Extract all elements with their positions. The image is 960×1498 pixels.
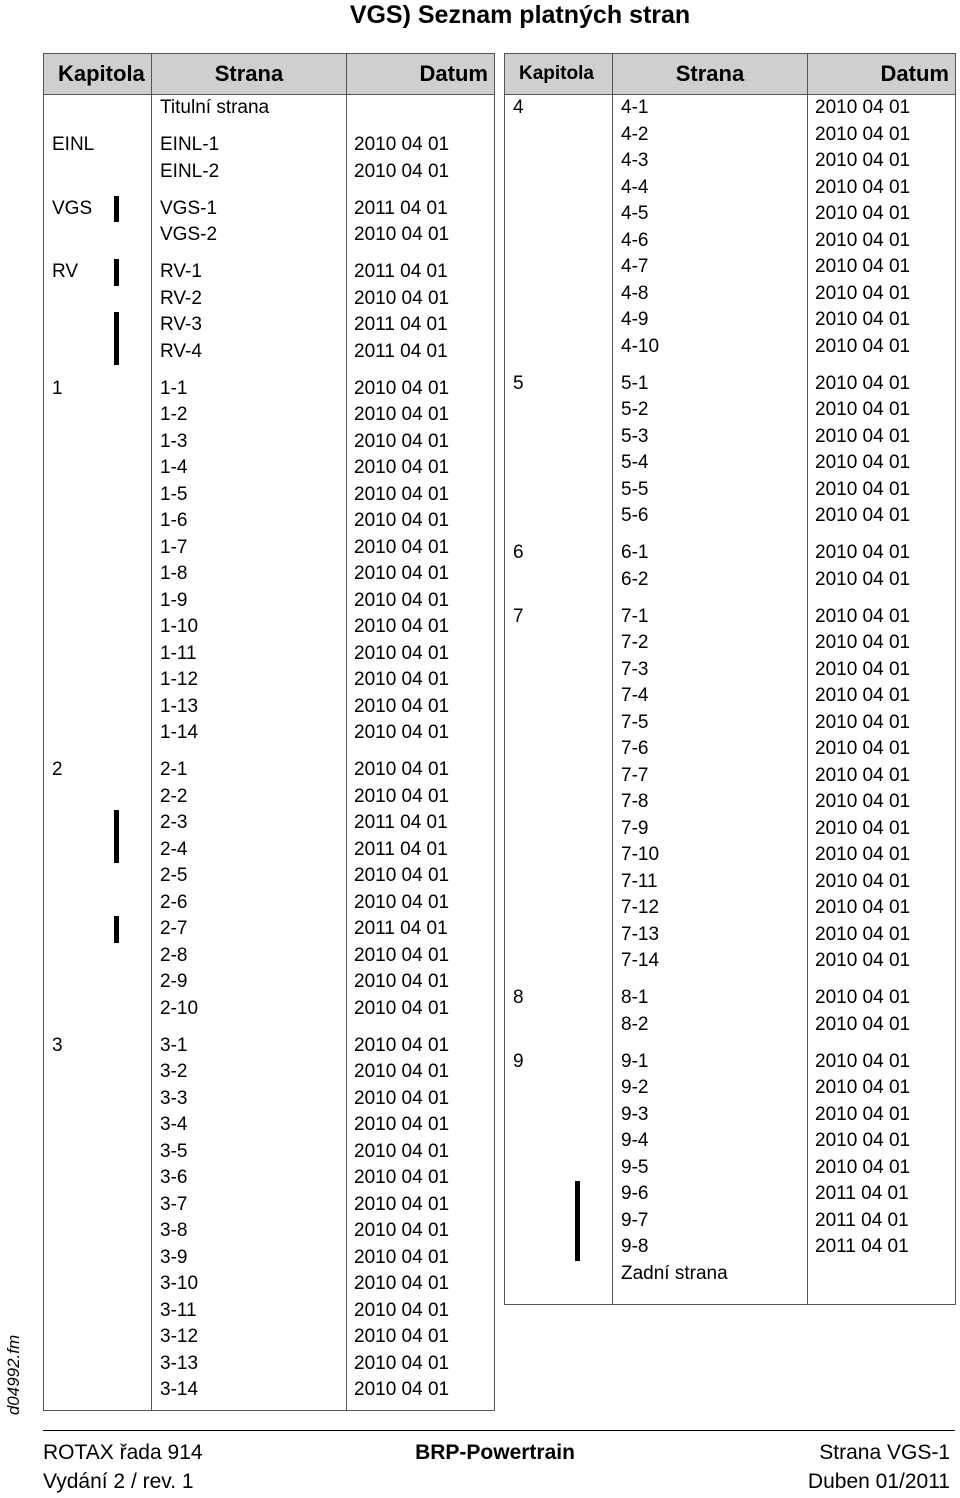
date-value: 2010 04 01 [815,282,911,304]
page-label: 4-4 [621,176,649,198]
left-pages-table [43,53,495,1411]
page-label: 3-4 [160,1114,188,1135]
change-bar [114,312,119,339]
date-value: 2010 04 01 [354,1034,450,1056]
date-value: 2010 04 01 [815,150,911,171]
page-label: 5-3 [621,425,649,447]
date-value: 2010 04 01 [354,891,450,913]
page-label: 9-8 [621,1236,649,1257]
date-value: 2010 04 01 [354,616,450,637]
page-label: 9-3 [621,1103,649,1125]
date-value: 2010 04 01 [354,1246,450,1268]
date-value: 2010 04 01 [354,642,450,664]
page-label: 8-2 [621,1013,649,1035]
page-label: 1-12 [160,669,199,690]
header-strana: Strana [675,61,745,86]
date-value: 2011 04 01 [815,1183,909,1204]
date-value: 2010 04 01 [815,1050,911,1072]
date-value: 2010 04 01 [815,605,911,627]
side-file-label [0,1325,28,1425]
date-value: 2010 04 01 [815,1077,911,1098]
page-label: 4-10 [621,335,660,357]
chapter-label: 1 [52,377,63,399]
date-value: 2010 04 01 [815,542,911,563]
date-value: 2010 04 01 [354,160,450,182]
date-value: 2010 04 01 [815,335,911,357]
page-label: 4-5 [621,203,649,224]
date-value: 2010 04 01 [815,399,911,420]
date-value: 2010 04 01 [815,1013,911,1035]
date-value: 2010 04 01 [354,1087,450,1109]
date-value: 2011 04 01 [815,1209,909,1231]
date-value: 2010 04 01 [815,372,911,394]
page-label: 4-9 [621,309,649,330]
date-value: 2010 04 01 [354,785,450,807]
change-bar [575,1234,580,1261]
page-label: RV-3 [160,314,202,335]
date-value: 2010 04 01 [815,229,911,251]
page-label: 7-3 [621,658,649,680]
page-label: 9-2 [621,1077,649,1098]
page-label: 8-1 [621,987,649,1008]
page-label: 2-1 [160,759,188,780]
page-label: 2-10 [160,997,199,1019]
date-value: 2011 04 01 [354,314,448,335]
change-bar [114,339,119,366]
page-label: 5-2 [621,399,649,420]
page-label: 3-1 [160,1034,188,1056]
date-value: 2010 04 01 [815,923,911,945]
header-kapitola: Kapitola [519,63,594,84]
date-value: 2010 04 01 [815,844,911,865]
page-label: 3-2 [160,1061,188,1082]
page-label: 7-13 [621,923,660,945]
right-pages-table [504,53,956,1305]
date-value: 2010 04 01 [354,1061,450,1082]
page-label: 4-1 [621,97,649,118]
page-label: 1-11 [160,642,197,664]
page-label: 7-12 [621,897,660,918]
page-label: 4-2 [621,123,649,145]
change-bar [114,916,119,943]
chapter-label: 2 [52,759,63,780]
page-label: 5-1 [621,372,649,394]
date-value: 2011 04 01 [354,838,448,860]
left-table-header [44,54,494,95]
date-value: 2010 04 01 [354,430,450,452]
date-value: 2010 04 01 [354,404,450,425]
footer-page-number: Strana VGS-1 [819,1441,950,1464]
header-datum: Datum [880,61,949,86]
date-value: 2010 04 01 [815,658,911,680]
chapter-label: 6 [513,542,524,563]
chapter-label: 3 [52,1034,63,1056]
date-value: 2011 04 01 [815,1236,909,1257]
page-label: 7-5 [621,711,649,733]
page-label: 3-14 [160,1379,199,1400]
page-label: EINL-2 [160,160,220,182]
page-label: VGS-2 [160,224,218,245]
page-label: 6-2 [621,568,649,590]
page-label: Zadní strana [621,1262,728,1284]
page-label: 1-4 [160,457,188,478]
footer-edition: Vydání 2 / rev. 1 [43,1470,194,1493]
date-value: 2010 04 01 [354,563,450,584]
page-label: RV-1 [160,261,202,282]
date-value: 2010 04 01 [815,817,911,839]
date-value: 2010 04 01 [354,1193,450,1215]
date-value: 2010 04 01 [354,944,450,966]
date-value: 2010 04 01 [815,987,911,1008]
page-label: 5-4 [621,452,649,473]
page-label: 2-8 [160,944,188,966]
chapter-label: 9 [513,1050,524,1072]
column-divider [807,54,808,1304]
page-label: 7-11 [621,870,658,892]
page-label: 2-6 [160,891,188,913]
header-strana: Strana [214,61,284,86]
page-label: 7-2 [621,632,649,653]
page-label: EINL-1 [160,134,220,155]
date-value: 2010 04 01 [815,791,911,812]
date-value: 2010 04 01 [815,1103,911,1125]
change-bar [575,1208,580,1235]
date-value: 2010 04 01 [354,1299,450,1321]
page-label: 3-3 [160,1087,188,1109]
date-value: 2010 04 01 [354,1326,450,1347]
page-label: 7-8 [621,791,649,812]
page-label: 9-7 [621,1209,649,1231]
date-value: 2010 04 01 [354,510,450,531]
page-label: 5-6 [621,505,649,526]
date-value: 2010 04 01 [354,997,450,1019]
chapter-label: RV [52,261,79,282]
page-label: 7-6 [621,738,649,759]
page-label: 3-13 [160,1352,199,1374]
date-value: 2010 04 01 [354,1379,450,1400]
date-value: 2010 04 01 [815,309,911,330]
date-value: 2010 04 01 [815,452,911,473]
page-label: 9-1 [621,1050,649,1072]
page-label: 4-7 [621,256,649,277]
page-label: 1-5 [160,483,188,505]
page-label: 3-9 [160,1246,188,1268]
date-value: 2010 04 01 [815,1156,911,1178]
chapter-label: VGS [52,197,93,219]
chapter-label: 4 [513,97,524,118]
page-label: 1-10 [160,616,199,637]
page-label: 3-7 [160,1193,188,1215]
change-bar [114,259,119,286]
page-label: 7-14 [621,950,660,971]
page-label: 7-10 [621,844,660,865]
page-label: 3-12 [160,1326,199,1347]
page-label: 1-2 [160,404,188,425]
page-label: RV-2 [160,287,202,309]
page-label: 2-5 [160,865,188,886]
date-value: 2010 04 01 [815,711,911,733]
chapter-label: EINL [52,134,95,155]
footer-company: BRP-Powertrain [415,1441,575,1464]
date-value: 2010 04 01 [815,505,911,526]
footer-product: ROTAX řada 914 [43,1441,203,1464]
date-value: 2010 04 01 [815,897,911,918]
column-divider [612,54,613,1304]
page-label: 9-4 [621,1130,649,1151]
date-value: 2010 04 01 [815,632,911,653]
page-label: 1-1 [160,377,188,399]
page-label: 1-14 [160,722,199,743]
date-value: 2010 04 01 [815,256,911,277]
date-value: 2010 04 01 [815,738,911,759]
date-value: 2010 04 01 [354,536,450,558]
page-label: 3-6 [160,1167,188,1188]
header-datum: Datum [419,61,488,86]
date-value: 2011 04 01 [354,261,448,282]
date-value: 2010 04 01 [815,685,911,706]
page-label: 3-8 [160,1220,188,1241]
date-value: 2011 04 01 [354,918,448,939]
page-label: 7-1 [621,605,649,627]
page-label: 1-6 [160,510,188,531]
date-value: 2010 04 01 [354,377,450,399]
page-label: 2-2 [160,785,188,807]
date-value: 2010 04 01 [354,695,450,717]
date-value: 2010 04 01 [354,1273,450,1294]
page-label: 9-6 [621,1183,649,1204]
page-label: VGS-1 [160,197,218,219]
date-value: 2010 04 01 [354,722,450,743]
date-value: 2011 04 01 [354,197,448,219]
page-label: 1-8 [160,563,188,584]
page-label: 2-3 [160,812,188,833]
date-value: 2010 04 01 [815,176,911,198]
change-bar [575,1181,580,1208]
page-label: 5-5 [621,478,649,500]
date-value: 2011 04 01 [354,812,448,833]
date-value: 2010 04 01 [815,1130,911,1151]
date-value: 2011 04 01 [354,340,448,362]
date-value: 2010 04 01 [815,425,911,447]
page-label: 3-10 [160,1273,199,1294]
date-value: 2010 04 01 [815,870,911,892]
page-label: 6-1 [621,542,649,563]
right-table-header [505,54,955,95]
date-value: 2010 04 01 [815,568,911,590]
date-value: 2010 04 01 [354,1140,450,1162]
date-value: 2010 04 01 [815,97,911,118]
footer-date: Duben 01/2011 [807,1470,950,1493]
page-label: 1-13 [160,695,199,717]
date-value: 2010 04 01 [354,287,450,309]
date-value: 2010 04 01 [354,134,450,155]
date-value: 2010 04 01 [354,224,450,245]
page-label: RV-4 [160,340,202,362]
page-label: 2-9 [160,971,188,992]
date-value: 2010 04 01 [354,971,450,992]
page-label: 2-7 [160,918,188,939]
date-value: 2010 04 01 [354,1167,450,1188]
page-label: 2-4 [160,838,188,860]
header-kapitola: Kapitola [58,61,145,86]
chapter-label: 8 [513,987,524,1008]
date-value: 2010 04 01 [354,1220,450,1241]
page-label: Titulní strana [160,97,270,118]
date-value: 2010 04 01 [354,865,450,886]
date-value: 2010 04 01 [354,1352,450,1374]
date-value: 2010 04 01 [354,457,450,478]
date-value: 2010 04 01 [815,764,911,786]
side-file-label-text: d04992.fm [4,1334,23,1416]
page-label: 1-9 [160,589,188,611]
date-value: 2010 04 01 [354,1114,450,1135]
date-value: 2010 04 01 [815,123,911,145]
page-title: VGS) Seznam platných stran [349,1,691,29]
change-bar [114,196,119,223]
page-label: 7-9 [621,817,649,839]
date-value: 2010 04 01 [815,203,911,224]
date-value: 2010 04 01 [815,478,911,500]
page-label: 1-3 [160,430,188,452]
page-label: 4-3 [621,150,649,171]
page-label: 4-6 [621,229,649,251]
date-value: 2010 04 01 [815,950,911,971]
page-label: 9-5 [621,1156,649,1178]
page-label: 1-7 [160,536,188,558]
date-value: 2010 04 01 [354,483,450,505]
date-value: 2010 04 01 [354,589,450,611]
page-label: 7-4 [621,685,649,706]
page-label: 3-11 [160,1299,197,1321]
page-label: 4-8 [621,282,649,304]
change-bar [114,810,119,837]
chapter-label: 5 [513,372,524,394]
date-value: 2010 04 01 [354,759,450,780]
date-value: 2010 04 01 [354,669,450,690]
page-label: 7-7 [621,764,649,786]
column-divider [151,54,152,1410]
column-divider [346,54,347,1410]
chapter-label: 7 [513,605,524,627]
change-bar [114,837,119,864]
footer-rule [43,1430,955,1431]
page-label: 3-5 [160,1140,188,1162]
